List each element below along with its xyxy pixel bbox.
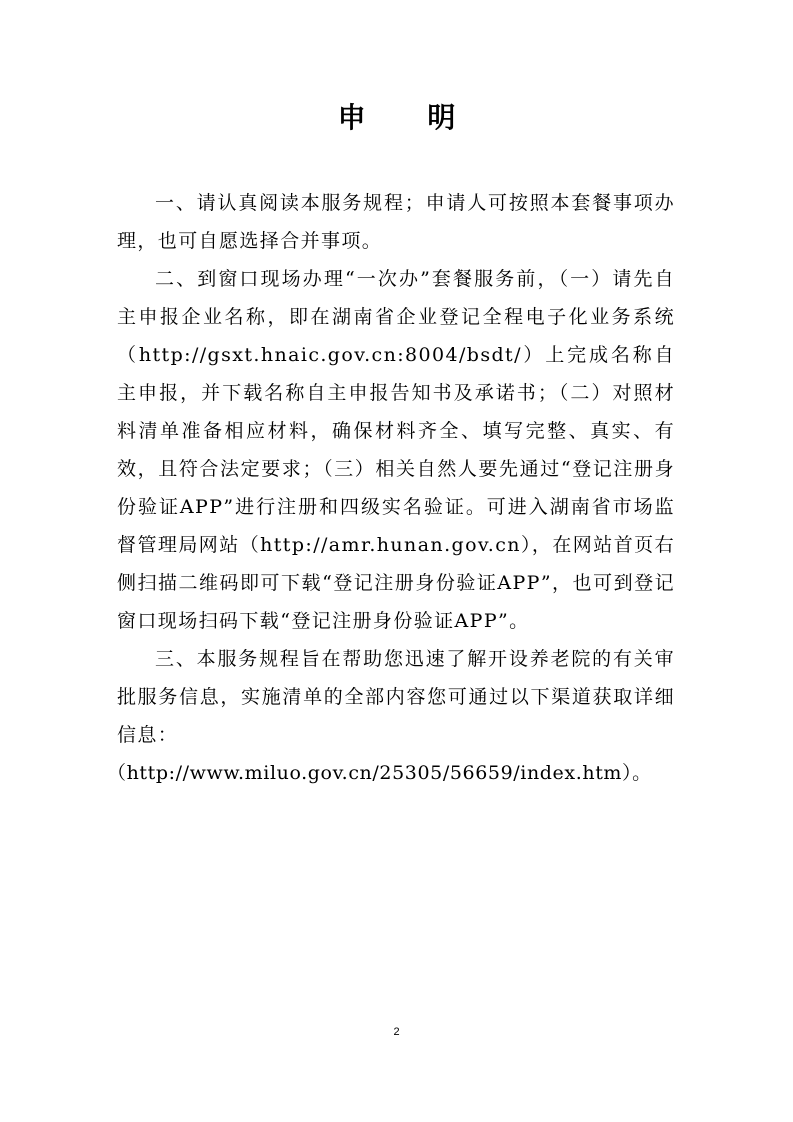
paragraph-1: 一、请认真阅读本服务规程；申请人可按照本套餐事项办理，也可自愿选择合并事项。 bbox=[117, 192, 675, 252]
document-title: 申 明 bbox=[337, 101, 482, 134]
paragraph-2: 二、到窗口现场办理“一次办”套餐服务前，（一）请先自主申报企业名称，即在湖南省企业登记全程电子化业务系统（http://gsxt.hnaic.gov.cn:8004/bsdt/）上完成名称自主申报，并下载名称自主申报告知书及承诺书；（二）对照材料清单准备相应材料，确保材料齐全、填写完整、真实、有效，且符合法定要求；（三）相关自然人要先通过“登记注册身份验证APP”进行注册和四级实名验证。可进入湖南省市场监督管理局网站（http://amr.hunan.gov.cn），在网站首页右侧扫描二维码即可下载“登记注册身份验证APP”，也可到登记窗口现场扫码下载“登记注册身份验证APP”。 bbox=[117, 268, 675, 632]
info-url: （http://www.miluo.gov.cn/25305/56659/index.htm）。 bbox=[107, 762, 652, 784]
paragraph-3: 三、本服务规程旨在帮助您迅速了解开设养老院的有关审批服务信息，实施清单的全部内容您可通过以下渠道获取详细信息： bbox=[117, 648, 675, 746]
document-body bbox=[107, 184, 675, 792]
page-number: 2 bbox=[393, 1026, 400, 1038]
